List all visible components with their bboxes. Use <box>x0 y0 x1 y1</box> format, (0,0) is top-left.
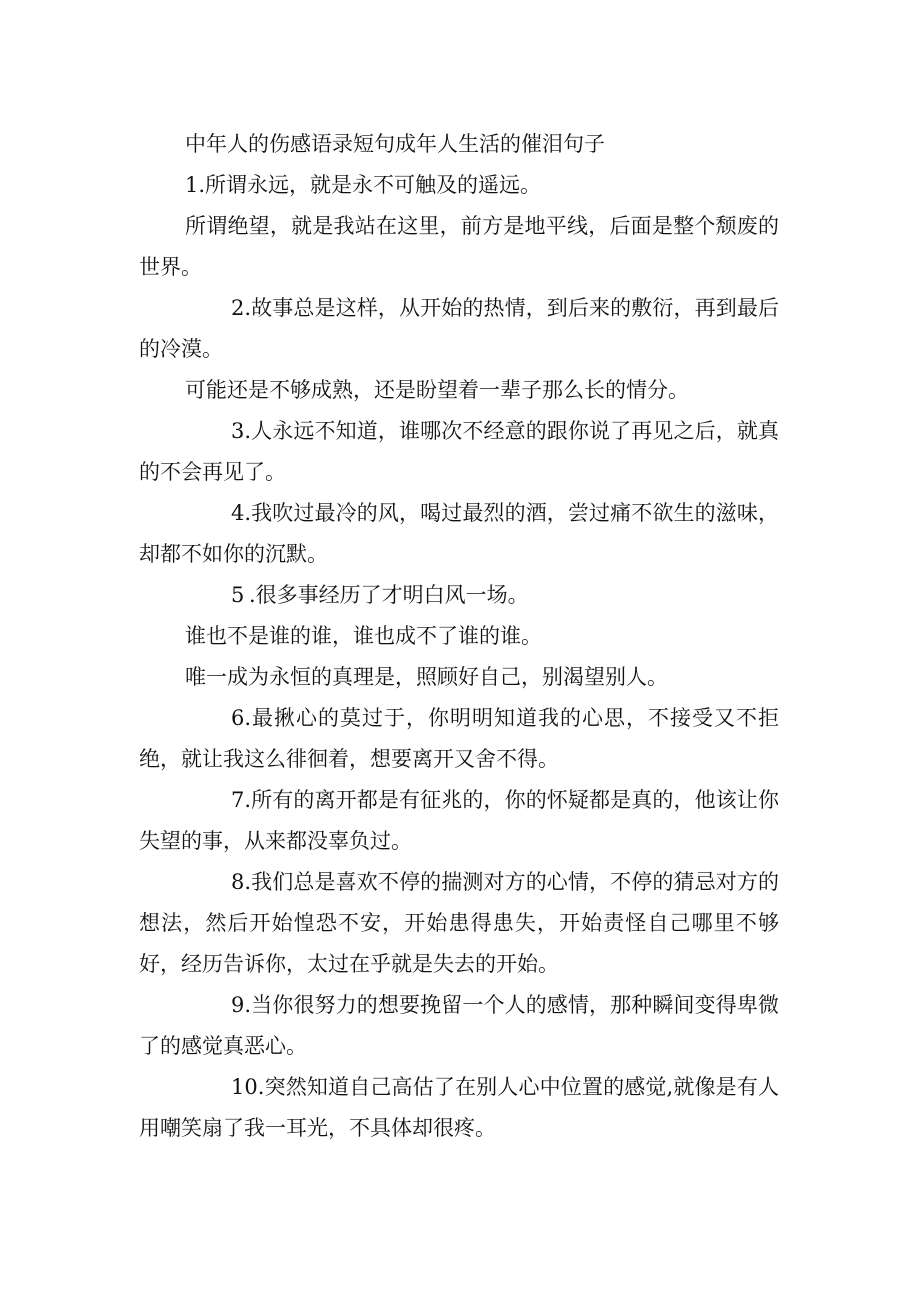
paragraph-3 <box>139 411 779 493</box>
paragraph-6 <box>139 698 779 780</box>
paragraph-7 <box>139 780 779 862</box>
paragraph-number: 3 <box>231 419 245 443</box>
paragraph-2 <box>139 288 779 370</box>
paragraph-4 <box>139 493 779 575</box>
paragraph-text: .我吹过最冷的风，喝过最烈的酒，尝过痛不欲生的滋味，却都不如你的沉默。 <box>139 501 779 566</box>
paragraph-number: 5 <box>231 583 245 607</box>
paragraph-text: 1.所谓永远，就是永不可触及的遥远。 <box>185 173 542 197</box>
paragraph-text: .我们总是喜欢不停的揣测对方的心情，不停的猜忌对方的想法，然后开始惶恐不安，开始患得患失，开始责怪自己哪里不够好，经历告诉你，太过在乎就是失去的开始。 <box>139 870 779 976</box>
paragraph-text: .当你很努力的想要挽留一个人的感情，那种瞬间变得卑微了的感觉真恶心。 <box>139 993 779 1058</box>
document-title: 中年人的伤感语录短句成年人生活的催泪句子 <box>185 132 605 156</box>
paragraph-number: 10 <box>231 1075 258 1099</box>
paragraph-1 <box>139 165 779 206</box>
document-body <box>139 124 779 1149</box>
paragraph-text: .所有的离开都是有征兆的，你的怀疑都是真的，他该让你失望的事，从来都没辜负过。 <box>139 788 779 853</box>
paragraph-text: .很多事经历了才明白风一场。 <box>249 583 529 607</box>
paragraph-number: 2 <box>231 296 245 320</box>
paragraph-text: 唯一成为永恒的真理是，照顾好自己，别渴望别人。 <box>185 665 668 689</box>
paragraph-number: 9 <box>231 993 245 1017</box>
paragraph-5c <box>139 657 779 698</box>
paragraph-text: .故事总是这样，从开始的热情，到后来的敷衍，再到最后的冷漠。 <box>139 296 779 361</box>
paragraph-number: 8 <box>231 870 245 894</box>
paragraph-text: 所谓绝望，就是我站在这里，前方是地平线，后面是整个颓废的世界。 <box>139 214 779 279</box>
paragraph-1b <box>139 206 779 288</box>
paragraph-5 <box>139 575 779 616</box>
paragraph-number: 7 <box>231 788 245 812</box>
paragraph-number: 4 <box>231 501 245 525</box>
paragraph-text: 谁也不是谁的谁，谁也成不了谁的谁。 <box>185 624 542 648</box>
paragraph-text: .人永远不知道，谁哪次不经意的跟你说了再见之后，就真的不会再见了。 <box>139 419 779 484</box>
paragraph-5b <box>139 616 779 657</box>
paragraph-10 <box>139 1067 779 1149</box>
paragraph-text: .最揪心的莫过于，你明明知道我的心思，不接受又不拒绝，就让我这么徘徊着，想要离开又舍不得。 <box>139 706 779 771</box>
paragraph-2b <box>139 370 779 411</box>
paragraph-text: 可能还是不够成熟，还是盼望着一辈子那么长的情分。 <box>185 378 689 402</box>
paragraph-text: .突然知道自己高估了在别人心中位置的感觉,就像是有人用嘲笑扇了我一耳光，不具体却很疼。 <box>139 1075 779 1140</box>
paragraph-number: 6 <box>231 706 245 730</box>
paragraph-9 <box>139 985 779 1067</box>
paragraph-8 <box>139 862 779 985</box>
